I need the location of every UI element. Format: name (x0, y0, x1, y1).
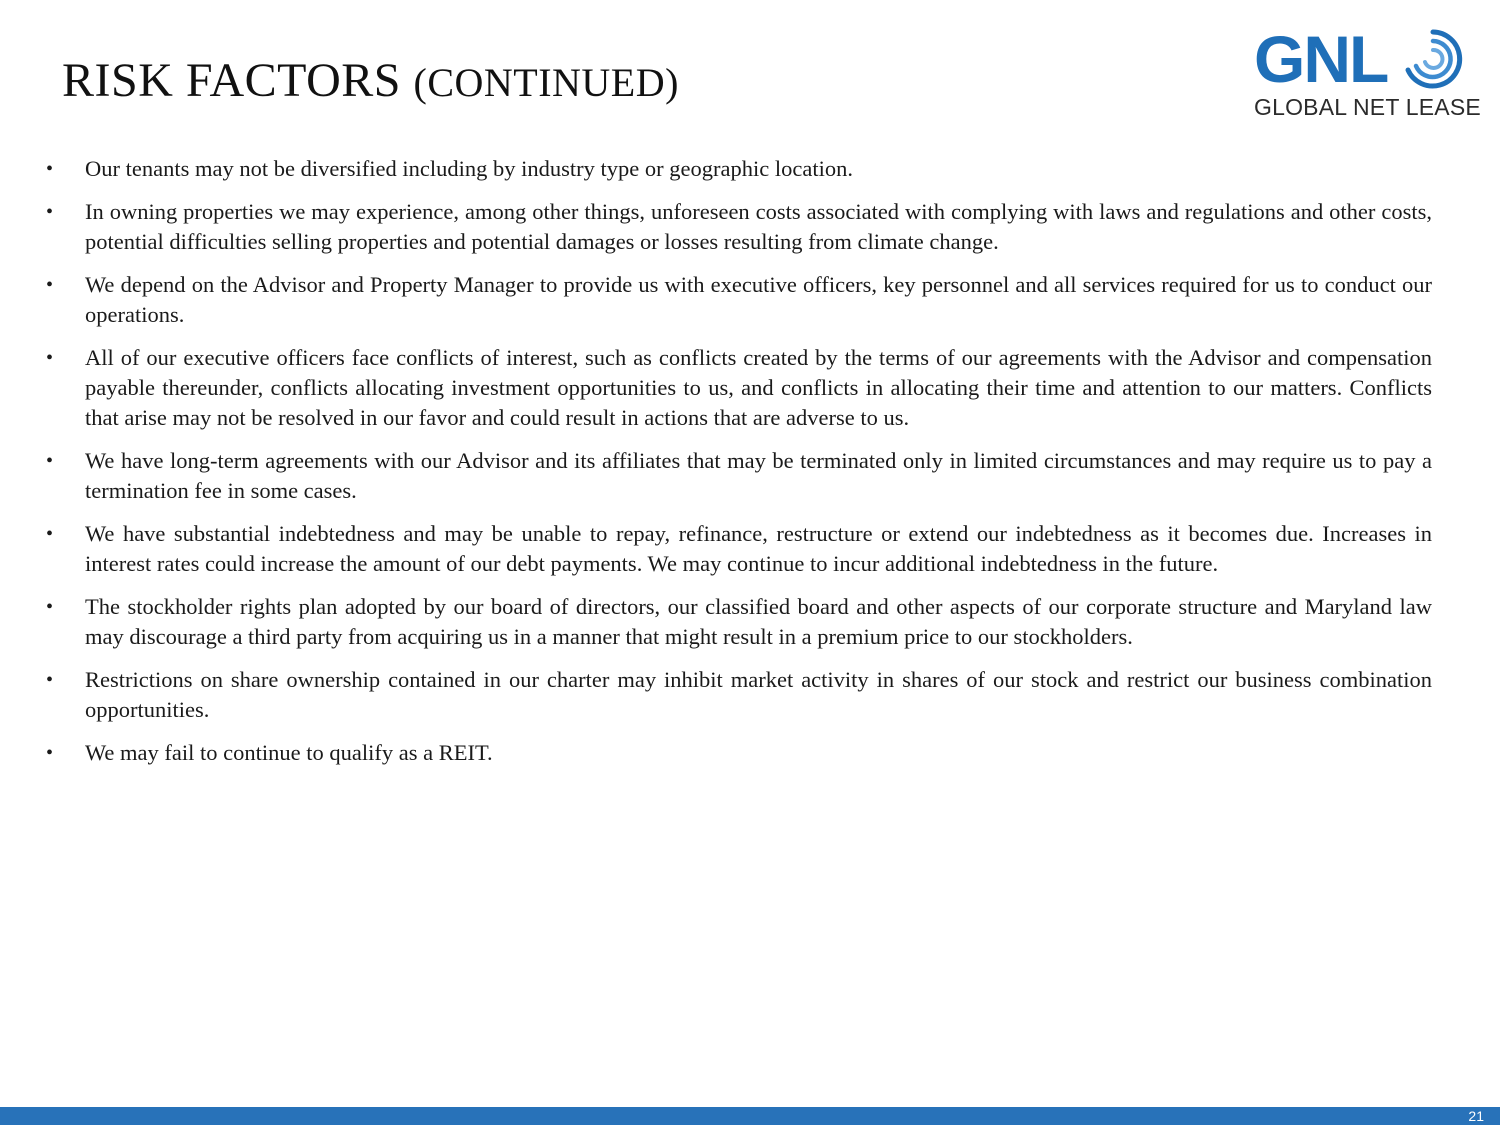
list-item-text: Our tenants may not be diversified including by industry type or geographic location. (85, 156, 853, 181)
bullet-icon: • (46, 742, 54, 764)
bullet-icon: • (46, 347, 54, 369)
bullet-icon: • (46, 201, 54, 223)
list-item-text: We may fail to continue to qualify as a REIT. (85, 740, 493, 765)
title-suffix: (CONTINUED) (413, 60, 679, 105)
list-item-text: We have substantial indebtedness and may be unable to repay, refinance, restructure or extend our indebtedness as it becomes due. Increases in interest rates could increase the amount of our debt payments. We may continue to incur additional indebtedness in the future. (85, 521, 1432, 576)
list-item (46, 446, 1432, 506)
swirl-icon (1400, 26, 1466, 92)
bullet-icon: • (46, 523, 54, 545)
list-item-text: In owning properties we may experience, among other things, unforeseen costs associated with complying with laws and regulations and other costs, potential difficulties selling properties and potential damages or losses resulting from climate change. (85, 199, 1432, 254)
list-item (46, 592, 1432, 652)
bullet-icon: • (46, 596, 54, 618)
list-item (46, 343, 1432, 433)
title-main: RISK FACTORS (62, 54, 401, 107)
list-item (46, 197, 1432, 257)
footer-bar (0, 1107, 1500, 1125)
list-item-text: All of our executive officers face conflicts of interest, such as conflicts created by the terms of our agreements with the Advisor and compensation payable thereunder, conflicts allocating investment opportunities to us, and conflicts in allocating their time and attention to our matters. Conflicts that arise may not be resolved in our favor and could result in actions that are adverse to us. (85, 345, 1432, 430)
page-title (62, 52, 679, 112)
list-item-text: Restrictions on share ownership contained in our charter may inhibit market activity in shares of our stock and restrict our business combination opportunities. (85, 667, 1432, 722)
list-item (46, 738, 1432, 768)
list-item (46, 519, 1432, 579)
bullet-icon: • (46, 274, 54, 296)
list-item-text: The stockholder rights plan adopted by our board of directors, our classified board and other aspects of our corporate structure and Maryland law may discourage a third party from acquiring us in a manner that might result in a premium price to our stockholders. (85, 594, 1432, 649)
bullet-icon: • (46, 669, 54, 691)
page-number: 21 (1468, 1108, 1484, 1124)
bullet-icon: • (46, 158, 54, 180)
list-item (46, 665, 1432, 725)
logo-mark: GNL (1254, 22, 1388, 96)
risk-factor-list (46, 154, 1432, 781)
bullet-icon: • (46, 450, 54, 472)
list-item-text: We depend on the Advisor and Property Manager to provide us with executive officers, key personnel and all services required for us to conduct our operations. (85, 272, 1432, 327)
company-logo (1250, 22, 1481, 122)
logo-name: GLOBAL NET LEASE (1254, 94, 1481, 120)
list-item (46, 270, 1432, 330)
list-item (46, 154, 1432, 184)
list-item-text: We have long-term agreements with our Advisor and its affiliates that may be terminated only in limited circumstances and may require us to pay a termination fee in some cases. (85, 448, 1432, 503)
